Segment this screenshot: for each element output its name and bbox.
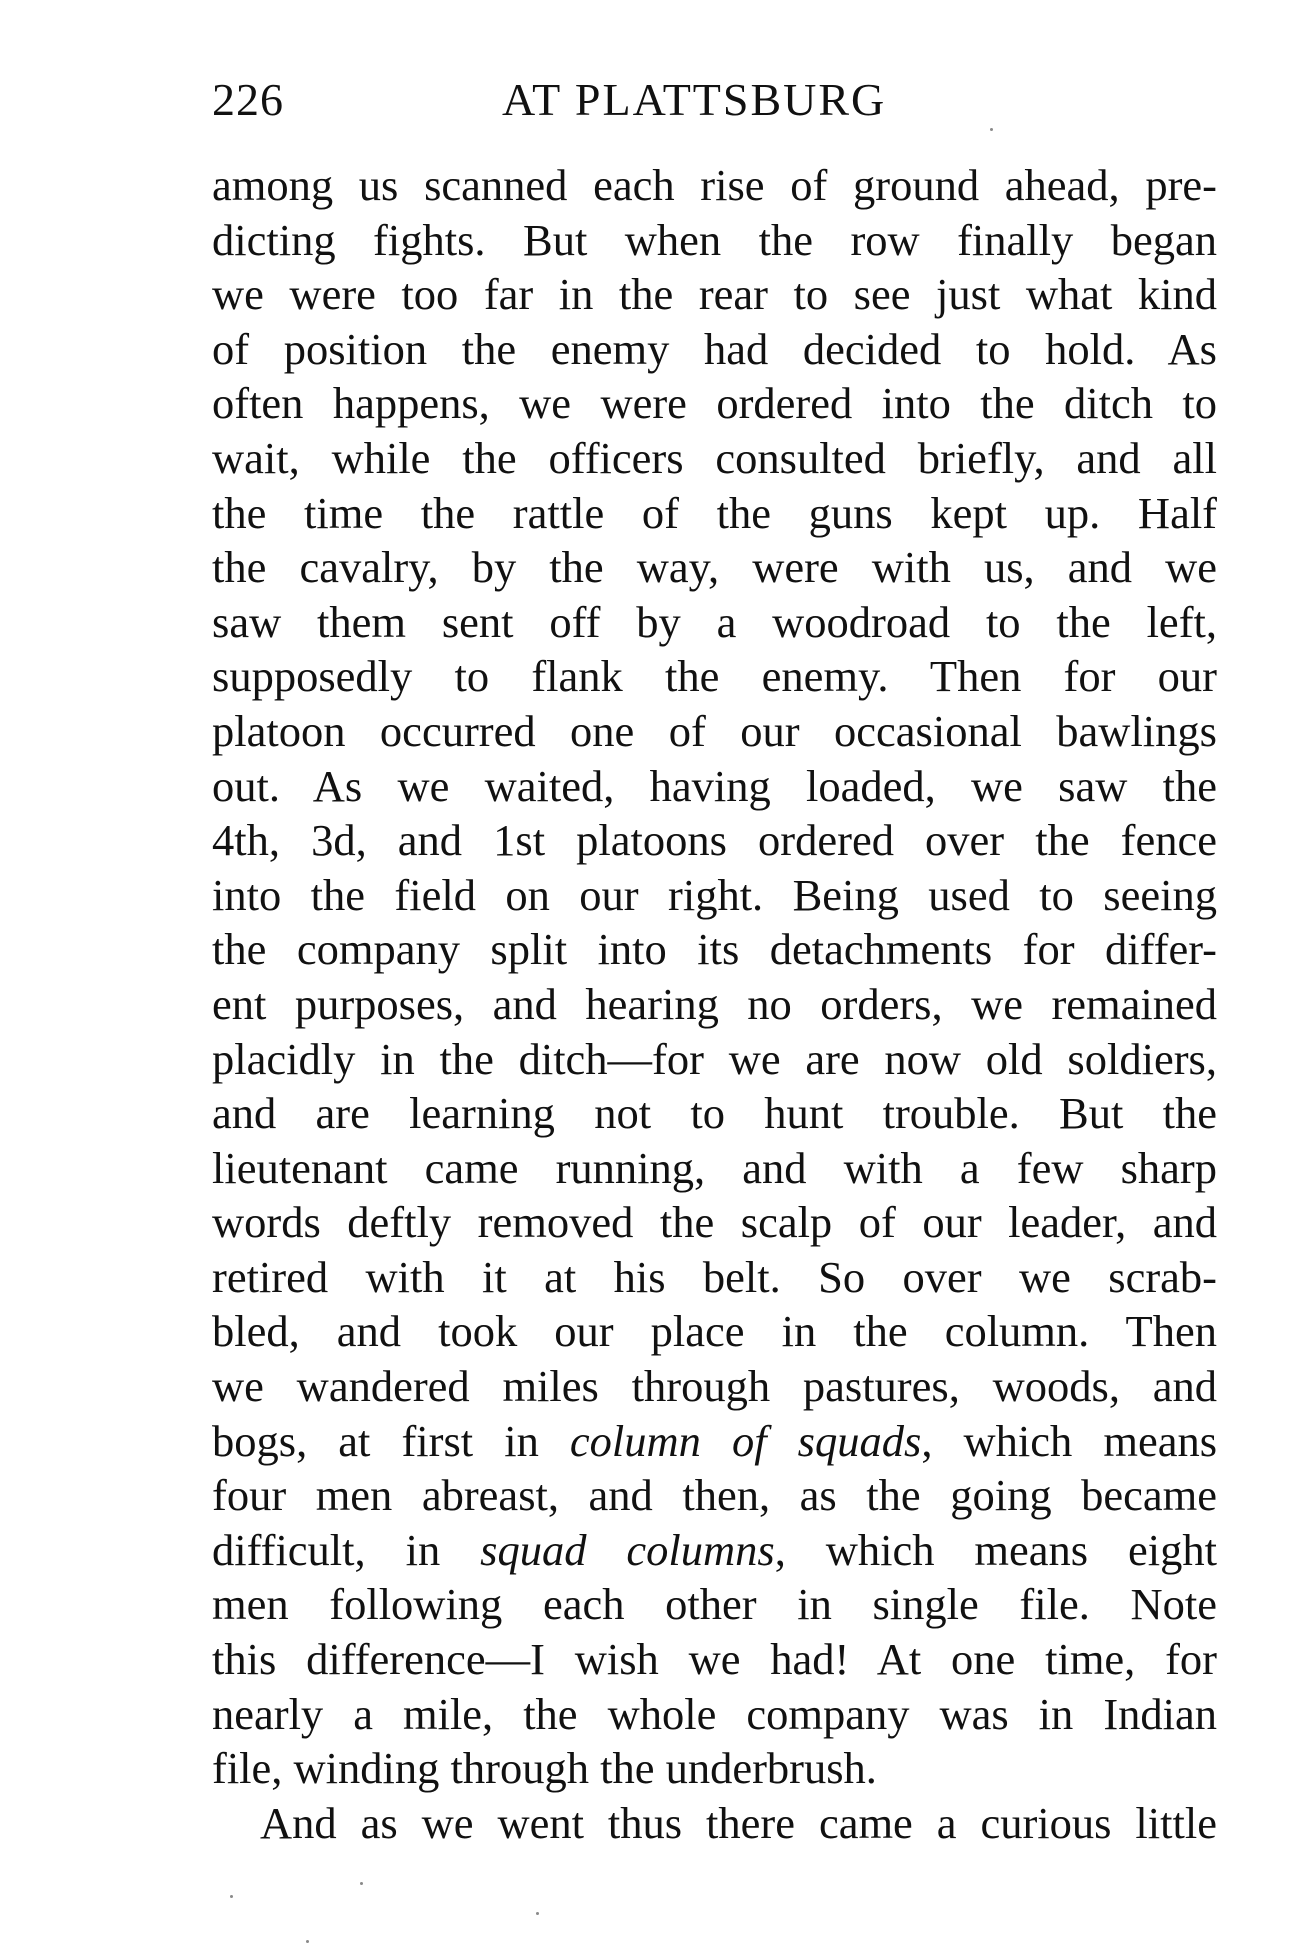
text-line: this difference—I wish we had! At one time, for xyxy=(212,1634,1217,1685)
text-line: four men abreast, and then, as the going became xyxy=(212,1470,1217,1521)
text-line: men following each other in single file. Note xyxy=(212,1579,1217,1630)
page-number: 226 xyxy=(212,74,284,125)
text-line xyxy=(212,1414,1217,1469)
text-run: , which means xyxy=(921,1415,1218,1466)
text-line: platoon occurred one of our occasional bawlings xyxy=(212,705,1217,756)
paper-speck xyxy=(360,1882,363,1885)
paper-speck xyxy=(306,1940,309,1943)
text-line: we wandered miles through pastures, woods, and xyxy=(212,1361,1217,1412)
text-line xyxy=(212,1523,1217,1578)
text-run: , which means eight xyxy=(774,1524,1217,1575)
text-line: the company split into its detachments for differ- xyxy=(212,924,1217,975)
paper-speck xyxy=(230,1895,233,1898)
text-line: lieutenant came running, and with a few sharp xyxy=(212,1142,1217,1193)
text-line: 4th, 3d, and 1st platoons ordered over the fence xyxy=(212,815,1217,866)
text-line: often happens, we were ordered into the ditch to xyxy=(212,378,1217,429)
text-line: out. As we waited, having loaded, we saw the xyxy=(212,760,1217,811)
running-head xyxy=(212,72,1217,128)
text-line: into the field on our right. Being used to seeing xyxy=(212,869,1217,920)
text-line: placidly in the ditch—for we are now old soldiers, xyxy=(212,1033,1217,1084)
paragraph-first-line: And as we went thus there came a curious little xyxy=(260,1797,1217,1848)
text-line: and are learning not to hunt trouble. But the xyxy=(212,1088,1217,1139)
text-run: difficult, in xyxy=(212,1524,441,1575)
text-line: file, winding through the underbrush. xyxy=(212,1743,877,1794)
text-line: among us scanned each rise of ground ahead, pre- xyxy=(212,160,1217,210)
text-line: we were too far in the rear to see just what kind xyxy=(212,269,1217,320)
text-line: of position the enemy had decided to hold. As xyxy=(212,323,1217,374)
text-line: the cavalry, by the way, were with us, and we xyxy=(212,542,1217,593)
text-line: ent purposes, and hearing no orders, we remained xyxy=(212,978,1217,1029)
text-run: bogs, at first in xyxy=(212,1415,539,1466)
text-line: saw them sent off by a woodroad to the left, xyxy=(212,596,1217,647)
italic-term: column of squads xyxy=(569,1415,922,1466)
text-line: supposedly to flank the enemy. Then for our xyxy=(212,651,1217,702)
paper-speck xyxy=(990,128,993,131)
running-title: AT PLATTSBURG xyxy=(502,74,887,125)
italic-term: squad columns xyxy=(480,1524,775,1575)
text-line: bled, and took our place in the column. Then xyxy=(212,1306,1217,1357)
text-line: retired with it at his belt. So over we scrab- xyxy=(212,1251,1217,1302)
text-line: nearly a mile, the whole company was in Indian xyxy=(212,1688,1217,1739)
body-text xyxy=(212,158,1217,1850)
text-line: the time the rattle of the guns kept up. Half xyxy=(212,487,1217,538)
paper-speck xyxy=(536,1912,539,1915)
text-line: dicting fights. But when the row finally began xyxy=(212,214,1217,265)
text-line: words deftly removed the scalp of our leader, and xyxy=(212,1197,1217,1248)
text-line: wait, while the officers consulted briefly, and all xyxy=(212,432,1217,483)
